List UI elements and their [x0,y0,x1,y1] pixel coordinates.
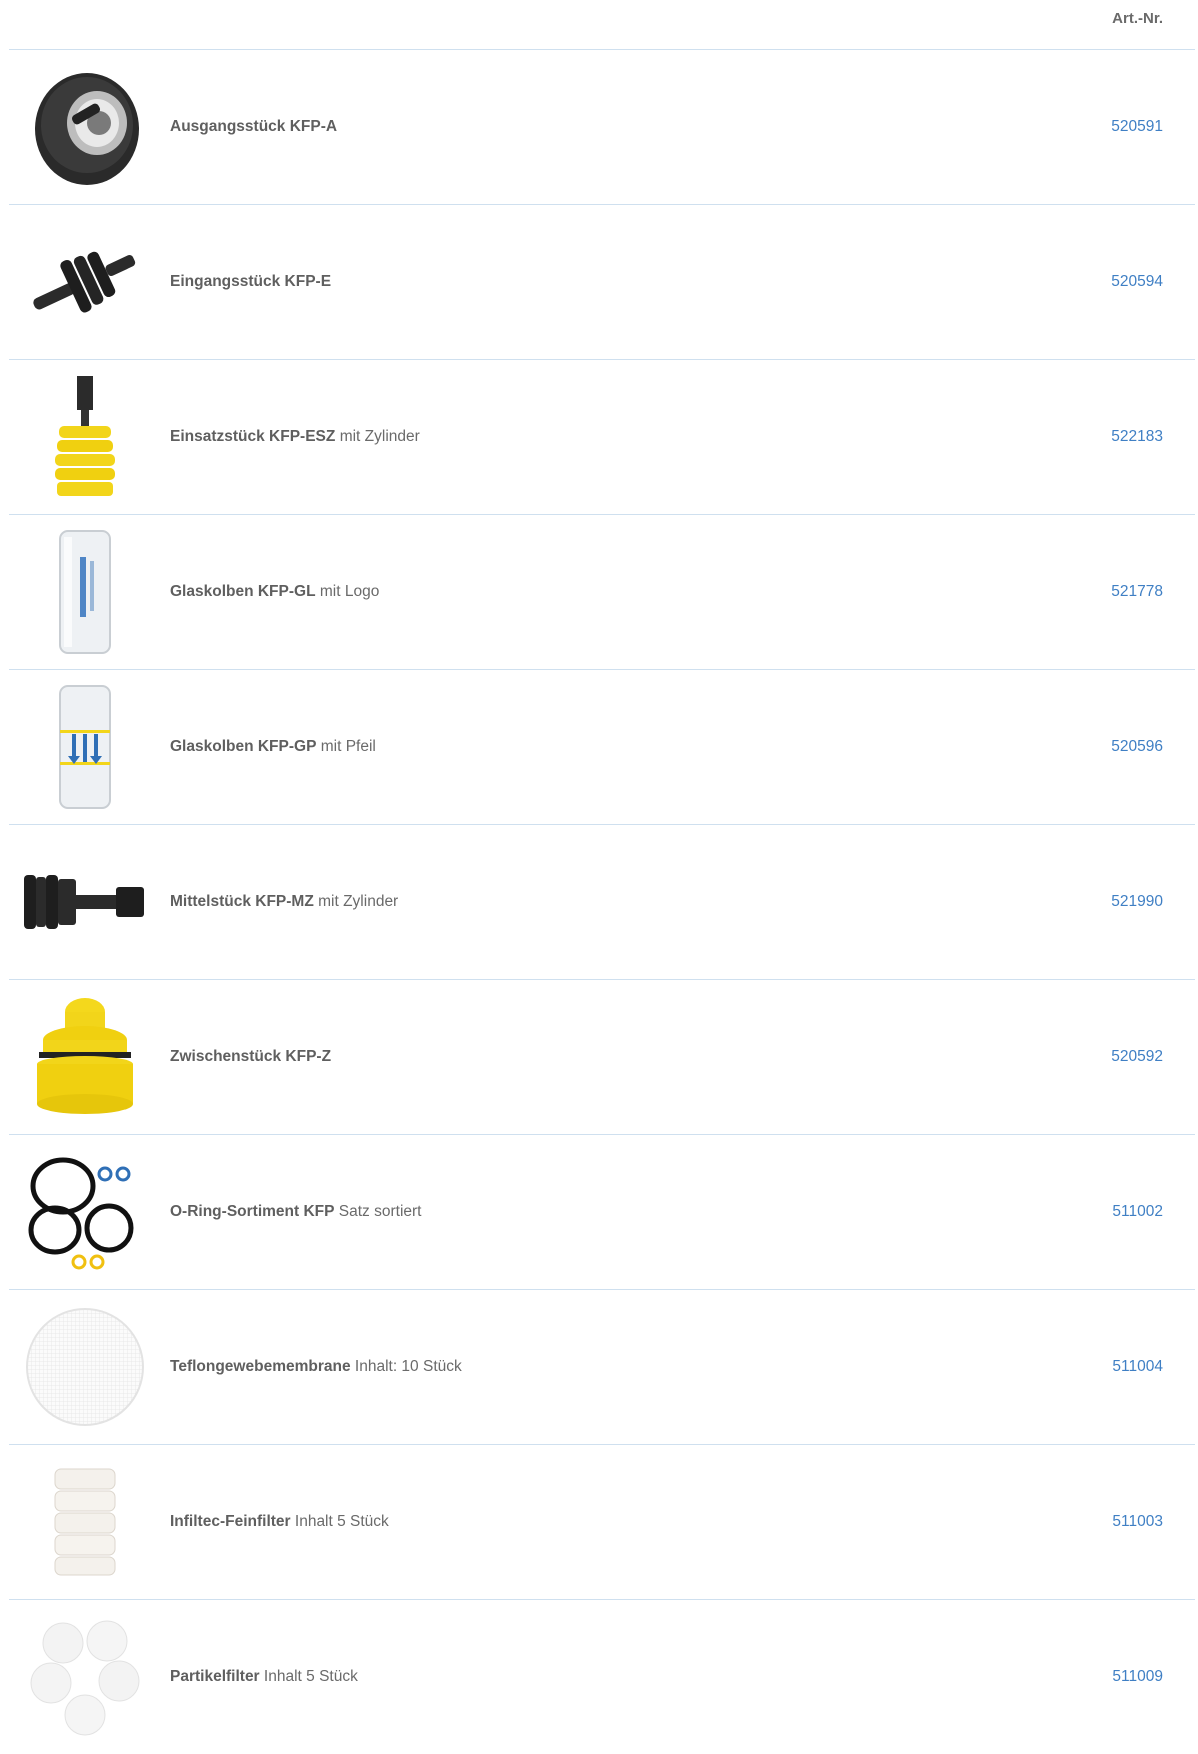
table-row [9,50,1195,205]
particle-filter-icon [15,1610,155,1744]
artnr-link[interactable]: 522183 [1111,428,1163,445]
artnr-link[interactable]: 521990 [1111,893,1163,910]
artnr-link[interactable]: 511003 [1112,1513,1163,1530]
artnr-link[interactable]: 511009 [1112,1668,1163,1685]
artnr-link[interactable]: 520591 [1111,118,1163,135]
product-description: Partikelfilter Inhalt 5 Stück [170,1668,358,1685]
table-row [9,360,1195,515]
inlet-piece-icon [15,215,155,349]
product-table [9,0,1195,1754]
product-description: Teflongewebemembrane Inhalt: 10 Stück [170,1358,462,1375]
outlet-piece-icon [15,60,155,194]
product-description: Infiltec-Feinfilter Inhalt 5 Stück [170,1513,389,1530]
artnr-link[interactable]: 511004 [1112,1358,1163,1375]
artnr-link[interactable]: 520592 [1111,1048,1163,1065]
middle-piece-icon [15,835,155,969]
artnr-link[interactable]: 520594 [1111,273,1163,290]
artnr-column-header: Art.-Nr. [1112,10,1163,27]
fine-filter-icon [15,1455,155,1589]
table-row [9,1600,1195,1754]
table-header [9,0,1195,50]
product-description: Glaskolben KFP-GP mit Pfeil [170,738,376,755]
product-description: O-Ring-Sortiment KFP Satz sortiert [170,1203,422,1220]
artnr-link[interactable]: 520596 [1111,738,1163,755]
glass-bulb-logo-icon [15,525,155,659]
artnr-link[interactable]: 511002 [1112,1203,1163,1220]
product-description: Eingangsstück KFP-E [170,273,332,290]
table-row [9,1290,1195,1445]
table-row [9,670,1195,825]
table-row [9,205,1195,360]
product-description: Mittelstück KFP-MZ mit Zylinder [170,893,399,910]
table-row [9,515,1195,670]
o-ring-set-icon [15,1145,155,1279]
insert-piece-icon [15,370,155,504]
artnr-link[interactable]: 521778 [1111,583,1163,600]
membrane-icon [15,1300,155,1434]
product-description: Zwischenstück KFP-Z [170,1048,332,1065]
table-row [9,1135,1195,1290]
product-description: Ausgangsstück KFP-A [170,118,338,135]
table-row [9,825,1195,980]
table-row [9,1445,1195,1600]
intermediate-piece-icon [15,990,155,1124]
table-row [9,980,1195,1135]
product-description: Glaskolben KFP-GL mit Logo [170,583,380,600]
product-description: Einsatzstück KFP-ESZ mit Zylinder [170,428,420,445]
glass-bulb-arrow-icon [15,680,155,814]
